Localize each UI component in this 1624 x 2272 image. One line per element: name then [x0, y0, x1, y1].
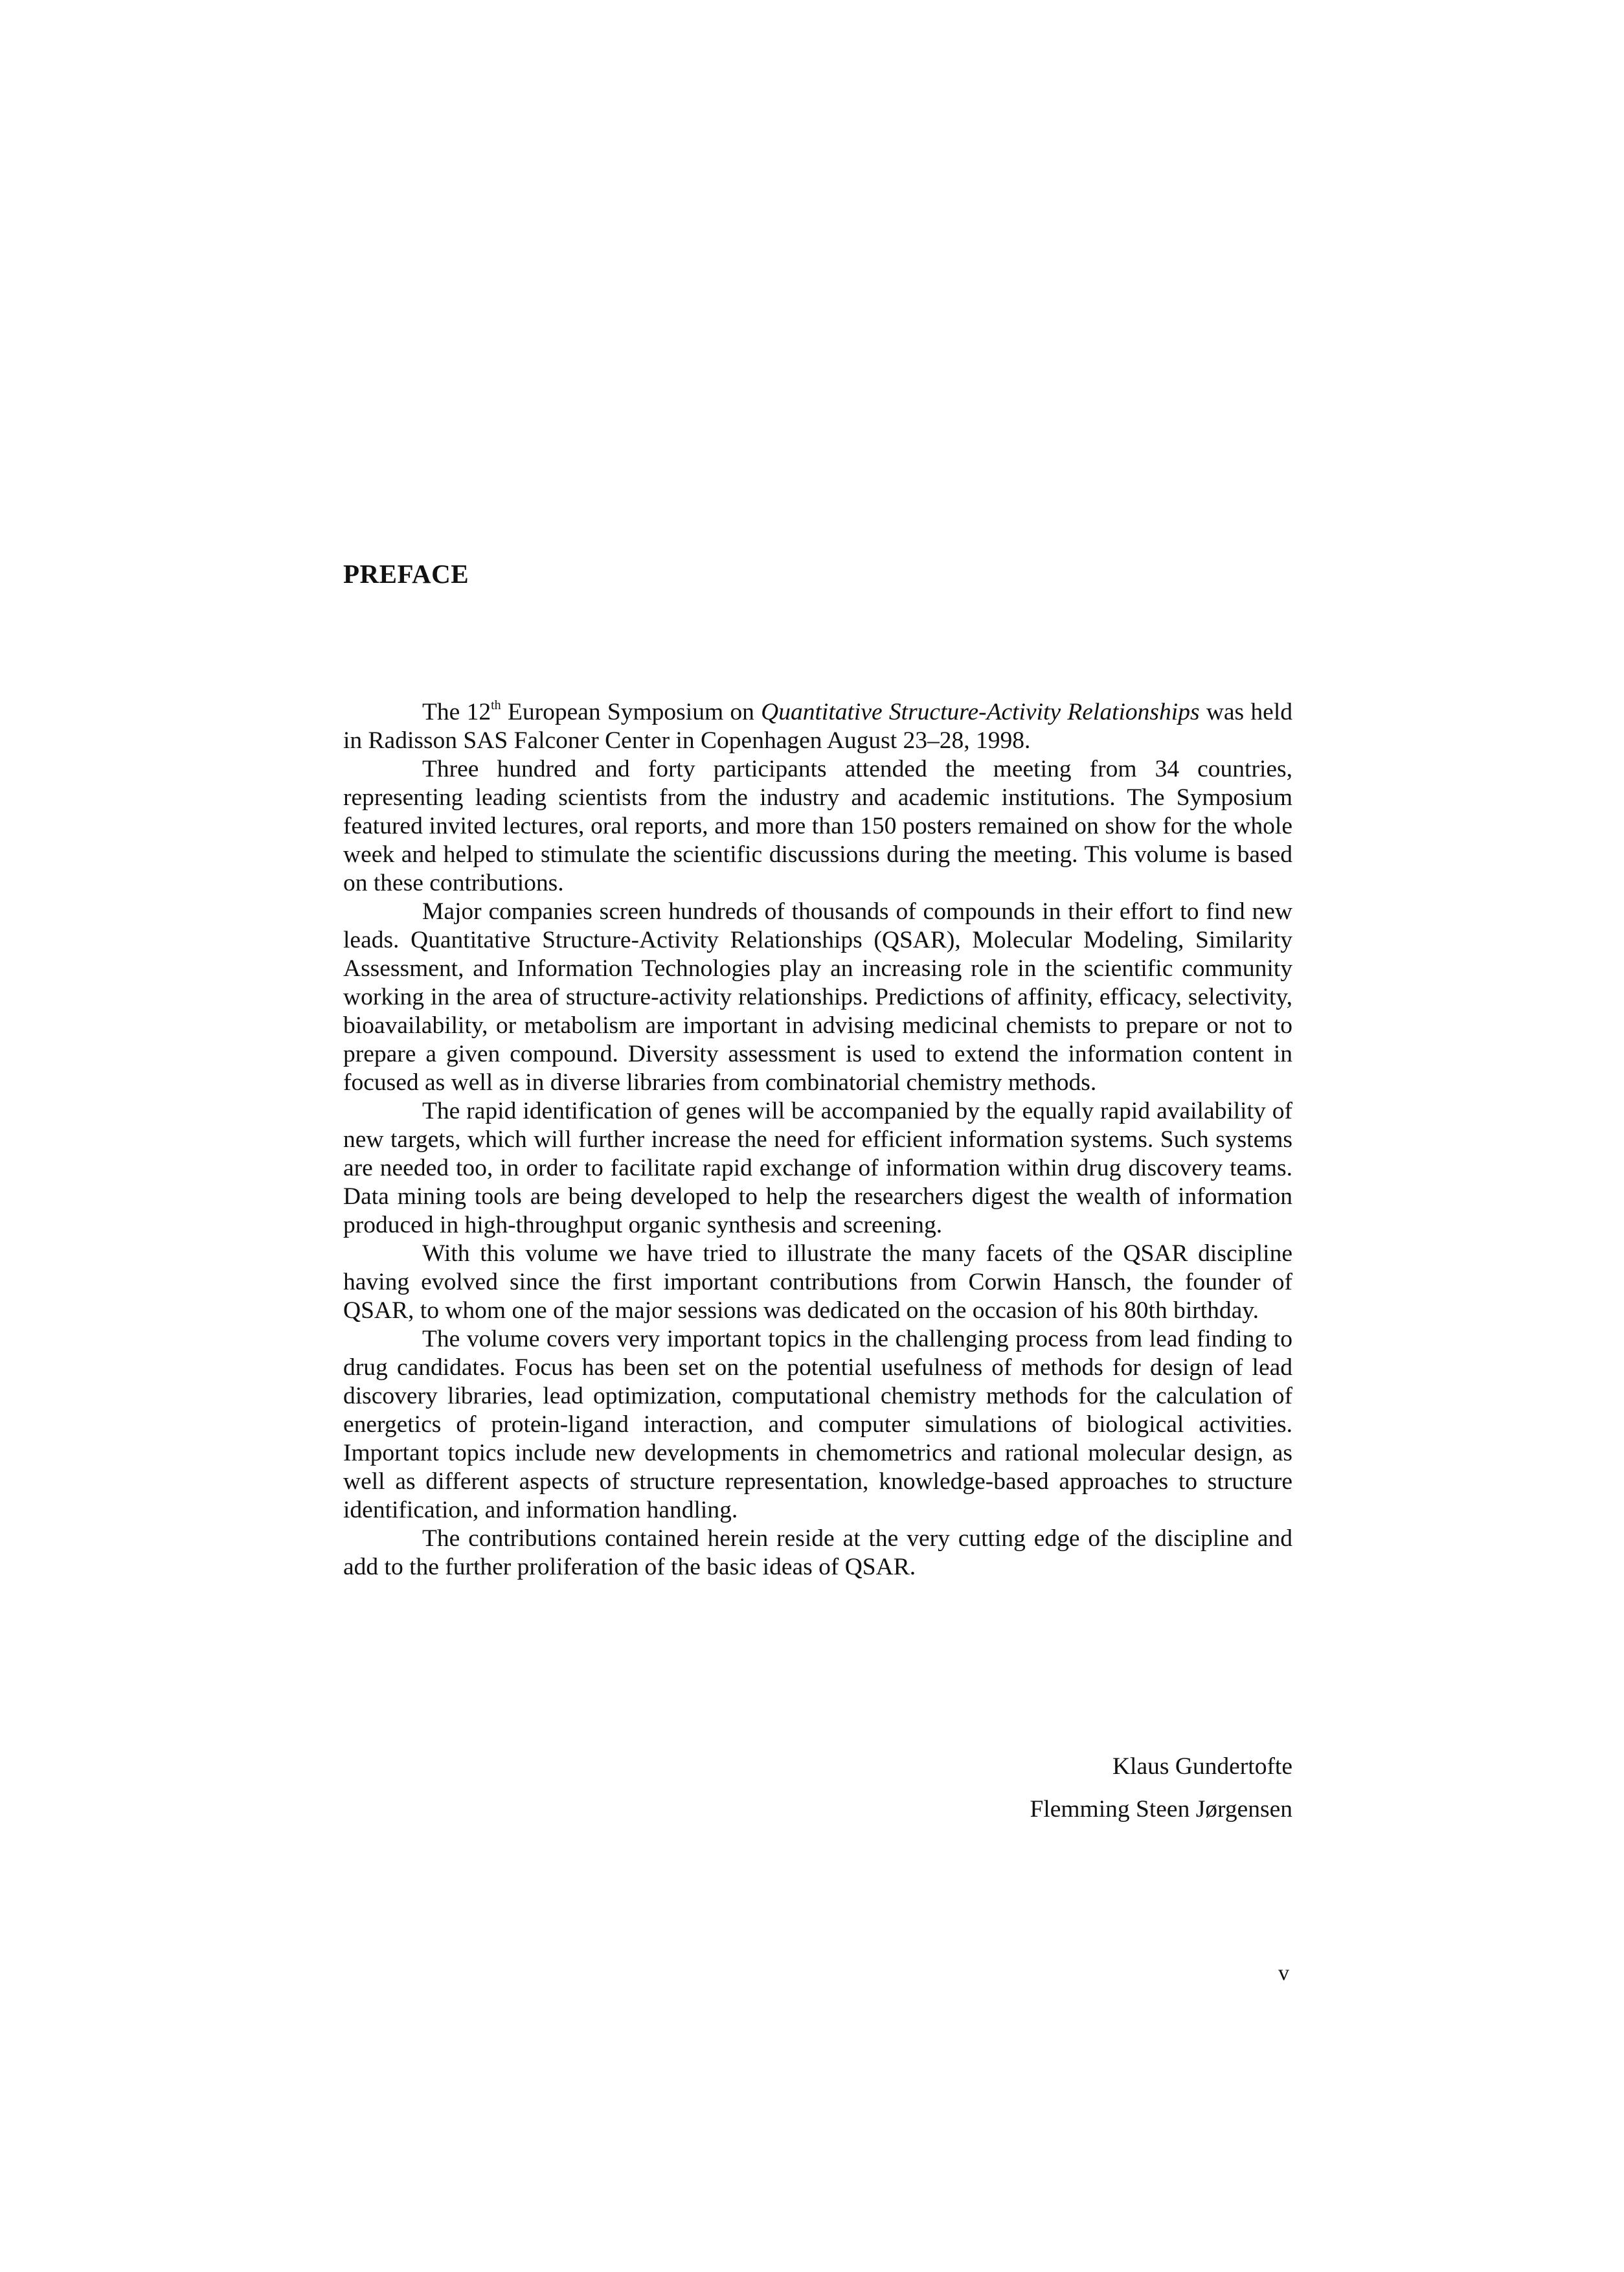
- signature-block: [1030, 1753, 1292, 1838]
- symposium-topic-italic: Quantitative Structure-Activity Relationships: [761, 699, 1200, 725]
- signature-name: Klaus Gundertofte: [1112, 1753, 1292, 1780]
- paragraph-2: Three hundred and forty participants attended the meeting from 34 countries, representing leading scientists from the industry and academic institutions. The Symposium featured invited lectures, oral reports, and more than 150 posters remained on show for the whole week and helped to stimulate the scientific discussions during the meeting. This volume is based on these contributions.: [343, 756, 1292, 896]
- paragraph-4: The rapid identification of genes will be accompanied by the equally rapid availability of new targets, which will further increase the need for efficient information systems. Such systems are needed too, in order to facilitate rapid exchange of information within drug discovery teams. Data mining tools are being developed to help the researchers digest the wealth of information produced in high-throughput organic synthesis and screening.: [343, 1098, 1292, 1238]
- signature-name: Flemming Steen Jørgensen: [1030, 1796, 1292, 1823]
- paragraph-3: Major companies screen hundreds of thousands of compounds in their effort to find new leads. Quantitative Structure-Activity Relationships (QSAR), Molecular Modeling, Similarity Assessment, and Information Technologies play an increasing role in the scientific community working in the area of structure-activity relationships. Predictions of affinity, efficacy, selectivity, bioavailability, or metabolism are important in advising medicinal chemists to prepare or not to prepare a given compound. Diversity assessment is used to extend the information content in focused as well as in diverse libraries from combinatorial chemistry methods.: [343, 898, 1292, 1096]
- ordinal-superscript: th: [491, 698, 501, 712]
- paragraph-1-mid: European Symposium on: [501, 699, 761, 725]
- paragraph-1: [343, 698, 1292, 755]
- paragraph-6: The volume covers very important topics in the challenging process from lead finding to drug candidates. Focus has been set on the potential usefulness of methods for design of lead discovery libraries, lead optimization, computational chemistry methods for the calculation of energetics of protein-ligand interaction, and computer simulations of biological activities. Important topics include new developments in chemometrics and rational molecular design, as well as different aspects of structure representation, knowledge-based approaches to structure identification, and information handling.: [343, 1326, 1292, 1523]
- paragraph-1-end: was held in Radisson SAS Falconer Center in Copenhagen August 23–28, 1998.: [343, 699, 1292, 754]
- page-title: PREFACE: [343, 559, 469, 589]
- paragraph-7: The contributions contained herein reside at the very cutting edge of the discipline and add to the further proliferation of the basic ideas of QSAR.: [343, 1525, 1292, 1580]
- page-number: v: [1278, 1961, 1289, 1985]
- paragraph-1-start: The 12: [422, 699, 491, 725]
- paragraph-5: With this volume we have tried to illustrate the many facets of the QSAR discipline having evolved since the first important contributions from Corwin Hansch, the founder of QSAR, to whom one of the major sessions was dedicated on the occasion of his 80th birthday.: [343, 1240, 1292, 1324]
- preface-body: [343, 698, 1292, 1582]
